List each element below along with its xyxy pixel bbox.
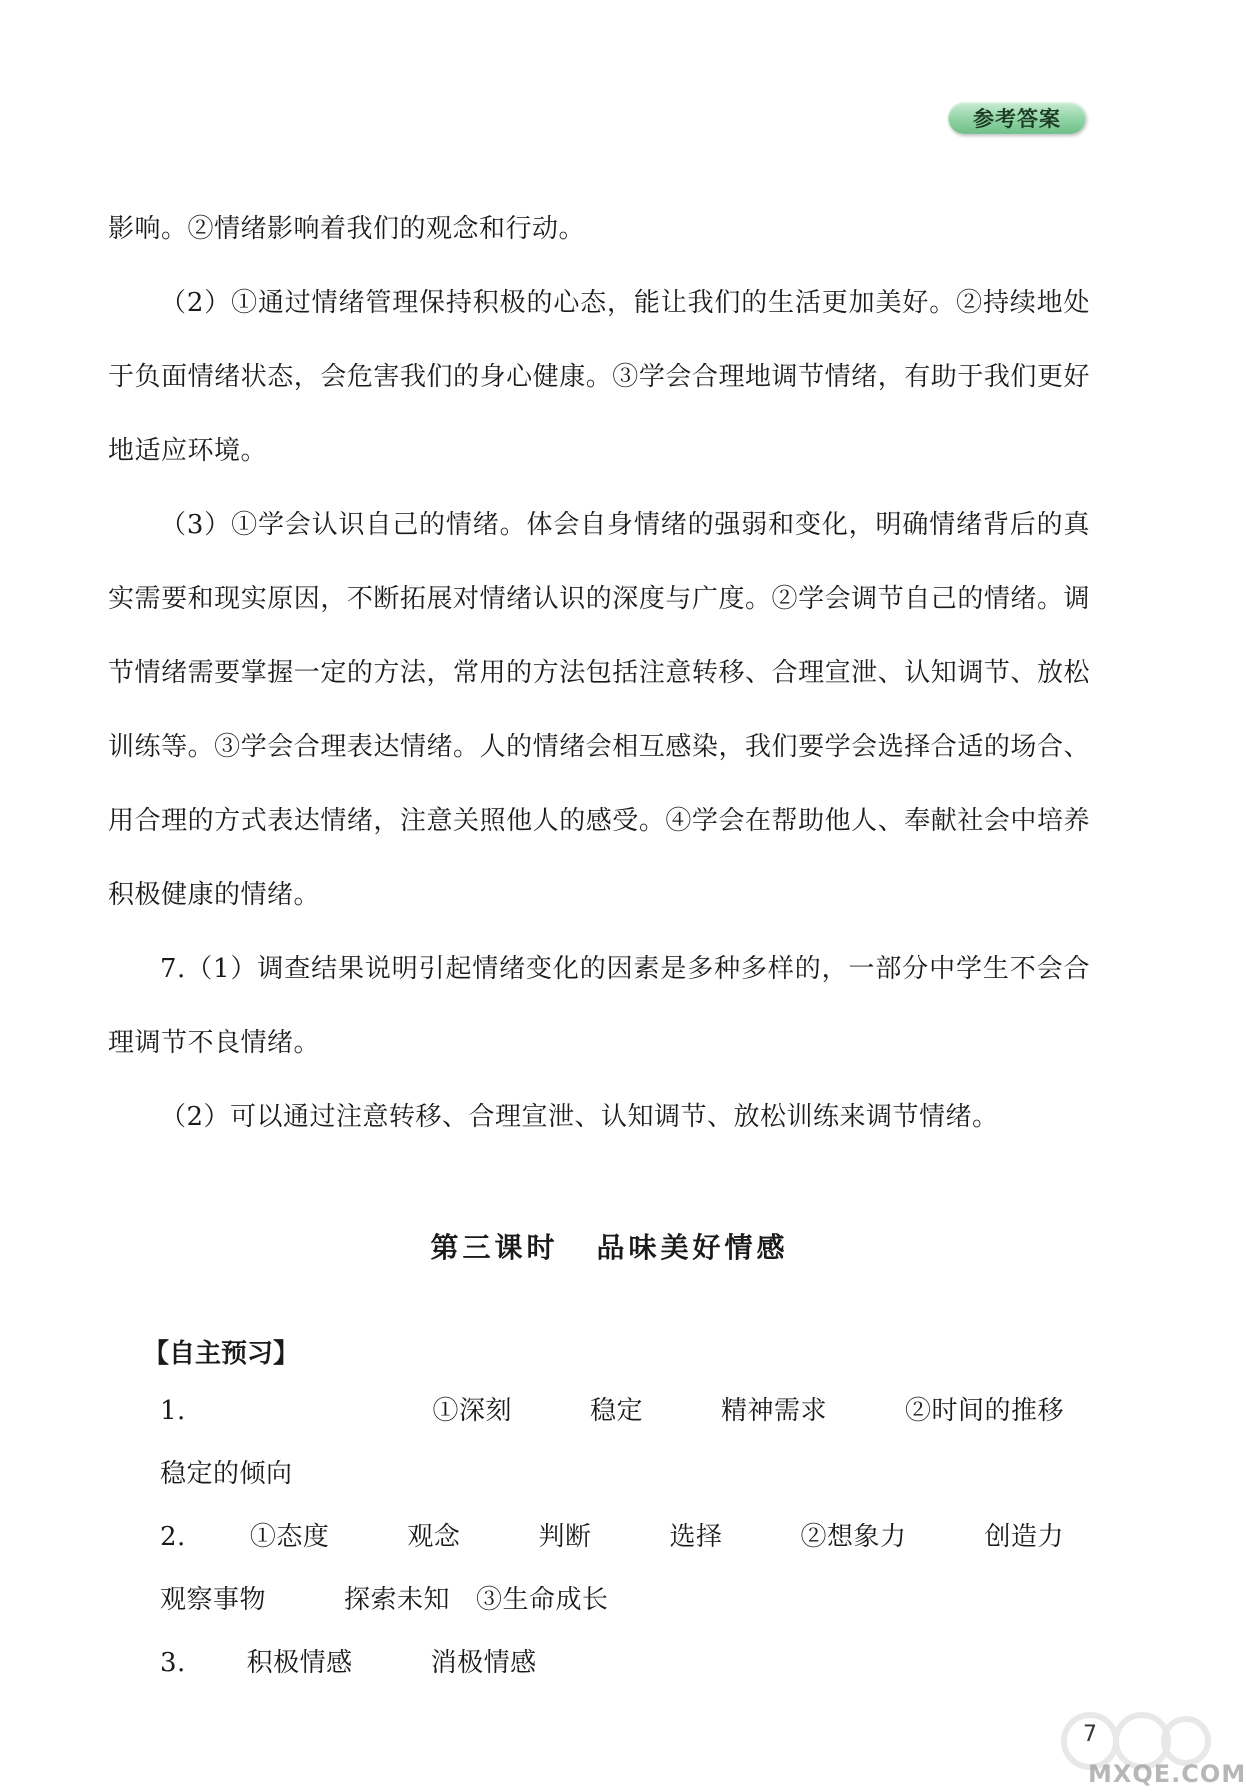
answer-paragraph: 影响。②情绪影响着我们的观念和行动。 <box>108 214 586 244</box>
answer-term: 判断 <box>538 1522 592 1552</box>
preview-answers <box>108 1380 1090 1695</box>
answer-paragraph: （2）①通过情绪管理保持积极的心态，能让我们的生活更加美好。②持续地处于负面情绪状态，会危害我们的身心健康。③学会合理地调节情绪，有助于我们更好地适应环境。 <box>108 288 1090 466</box>
answer-paragraph: 7.（1）调查结果说明引起情绪变化的因素是多种多样的，一部分中学生不会合理调节不良情绪。 <box>108 954 1090 1058</box>
reference-answer-badge: 参考答案 <box>948 102 1086 134</box>
item-number: 1. <box>160 1396 186 1426</box>
section-title <box>0 1226 1219 1266</box>
lesson-title: 品味美好情感 <box>596 1231 789 1264</box>
answer-term: ①深刻 <box>432 1396 512 1426</box>
answer-term: ③生命成长 <box>476 1585 609 1615</box>
preview-heading: 【自主预习】 <box>143 1339 300 1369</box>
preview-item <box>108 1380 1090 1506</box>
answer-term: 稳定 <box>589 1396 643 1426</box>
answer-term: 稳定的倾向 <box>160 1459 293 1489</box>
answer-paragraph: （2）可以通过注意转移、合理宣泄、认知调节、放松训练来调节情绪。 <box>160 1102 999 1132</box>
answer-term: 观念 <box>407 1522 461 1552</box>
answer-term: 精神需求 <box>720 1396 827 1426</box>
item-number: 3. <box>160 1648 186 1678</box>
answer-term: 选择 <box>669 1522 723 1552</box>
answer-term: 消极情感 <box>430 1648 537 1678</box>
answer-term: ②想象力 <box>800 1522 907 1552</box>
item-number: 2. <box>160 1522 186 1552</box>
answer-term: 积极情感 <box>246 1648 353 1678</box>
preview-item <box>108 1632 1090 1695</box>
lesson-number: 第三课时 <box>430 1231 559 1264</box>
answer-term: ①态度 <box>249 1522 330 1552</box>
answer-term: 观察事物 <box>160 1585 267 1615</box>
answer-paragraph: （3）①学会认识自己的情绪。体会自身情绪的强弱和变化，明确情绪背后的真实需要和现实原因，不断拓展对情绪认识的深度与广度。②学会调节自己的情绪。调节情绪需要掌握一定的方法，常用的方法包括注意转移、合理宣泄、认知调节、放松训练等。③学会合理表达情绪。人的情绪会相互感染，我们要学会选择合适的场合、用合理的方式表达情绪，注意关照他人的感受。④学会在帮助他人、奉献社会中培养积极健康的情绪。 <box>108 510 1090 910</box>
answer-term: 创造力 <box>984 1522 1064 1552</box>
answer-term: ②时间的推移 <box>904 1396 1064 1426</box>
answer-text-block <box>108 192 1090 1154</box>
watermark-text: MXQE.COM <box>1088 1760 1246 1788</box>
page-number: 7 <box>1083 1722 1097 1747</box>
answer-term: 探索未知 <box>344 1585 451 1615</box>
preview-item <box>108 1506 1090 1632</box>
